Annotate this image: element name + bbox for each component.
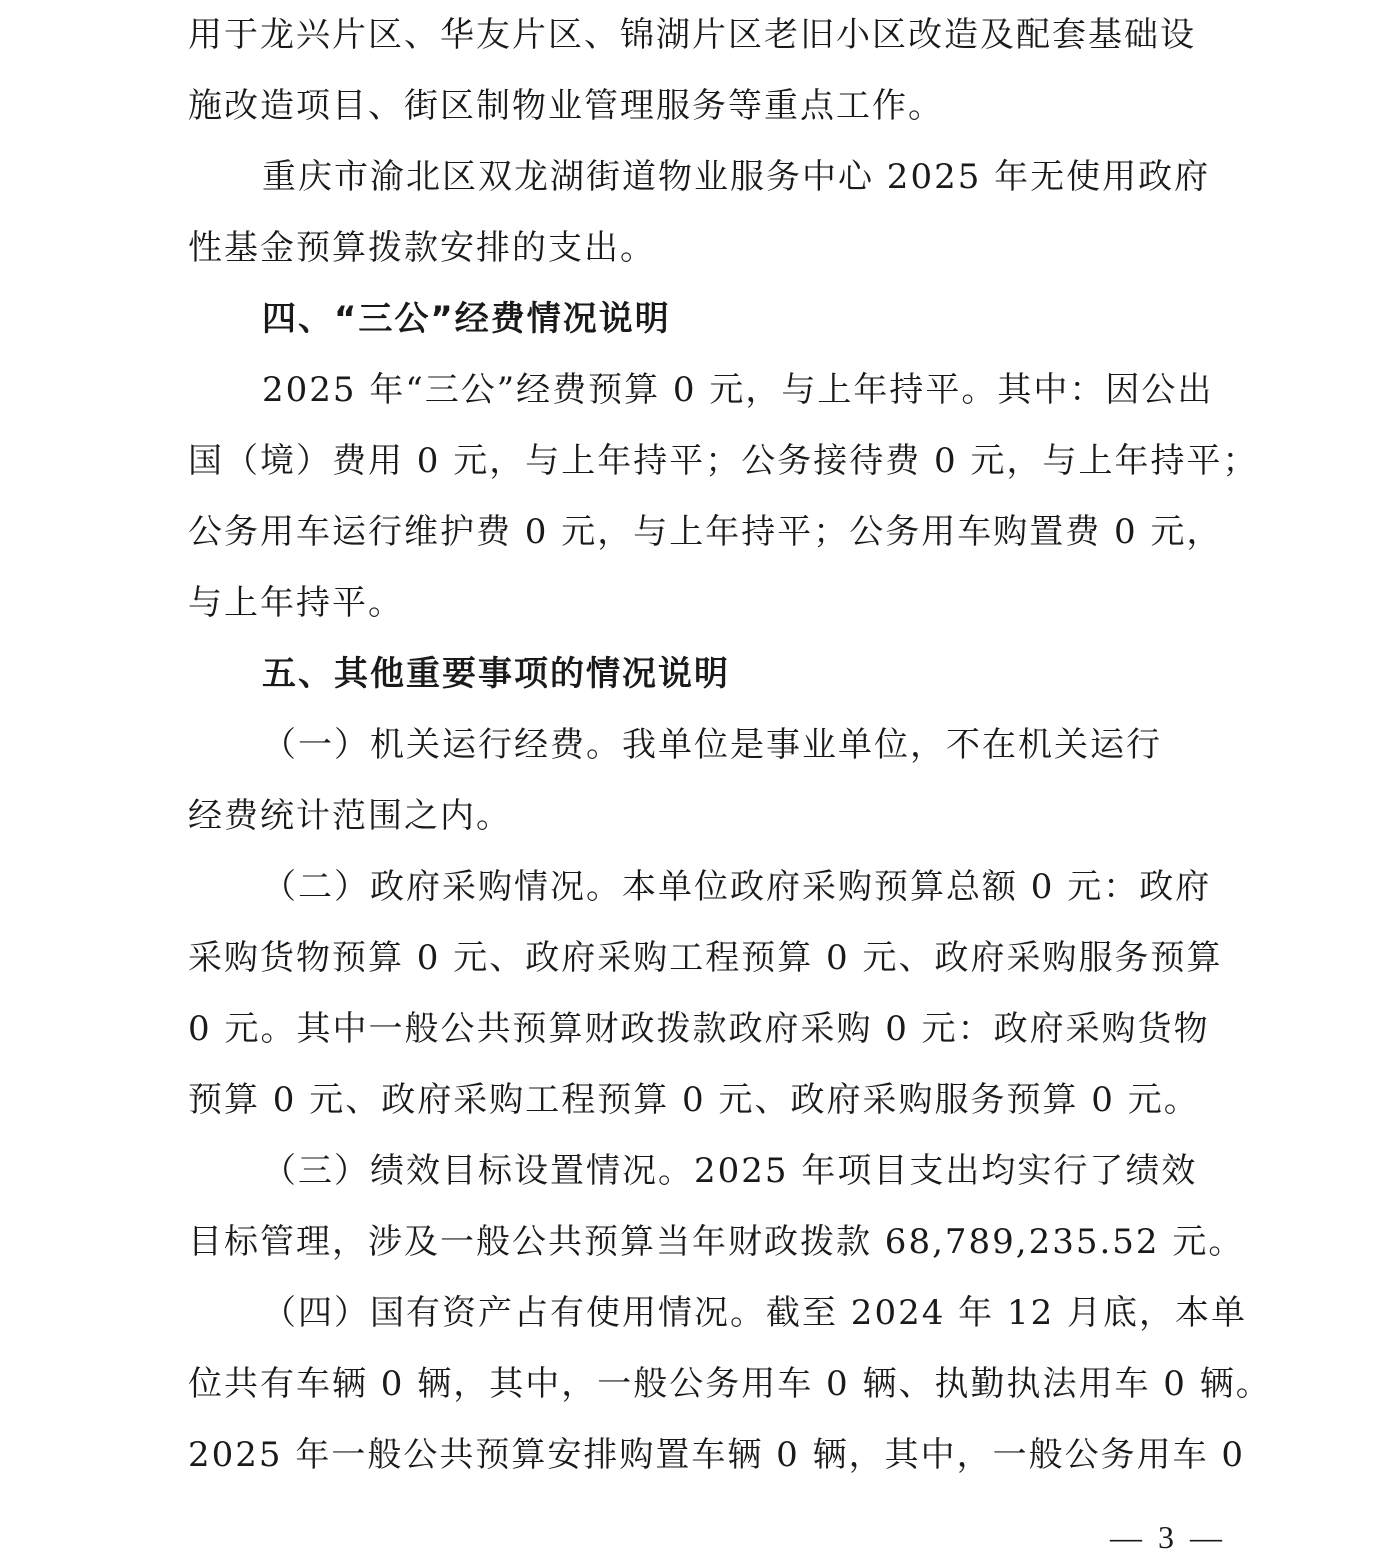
paragraph-line: 目标管理，涉及一般公共预算当年财政拨款 68,789,235.52 元。 bbox=[188, 1222, 1245, 1262]
paragraph-line bbox=[188, 710, 1228, 781]
paragraph-line: 0 元。其中一般公共预算财政拨款政府采购 0 元：政府采购货物 bbox=[188, 1009, 1210, 1049]
paragraph-line: 与上年持平。 bbox=[188, 583, 404, 623]
paragraph-line bbox=[188, 1278, 1248, 1349]
page-number: — 3 — bbox=[1110, 1519, 1226, 1555]
paragraph-text: 本单位政府采购预算总额 0 元：政府 bbox=[622, 867, 1212, 907]
paragraph-line: 国（境）费用 0 元，与上年持平；公务接待费 0 元，与上年持平； bbox=[188, 441, 1259, 481]
paragraph-line bbox=[188, 1136, 1228, 1207]
subsection-lead: （四）国有资产占有使用情况。 bbox=[262, 1293, 766, 1333]
paragraph-line bbox=[188, 852, 1228, 923]
subsection-lead: （一）机关运行经费。 bbox=[262, 725, 622, 765]
paragraph-line: 预算 0 元、政府采购工程预算 0 元、政府采购服务预算 0 元。 bbox=[188, 1080, 1200, 1120]
paragraph-text: 2025 年项目支出均实行了绩效 bbox=[694, 1151, 1198, 1191]
section-heading-four: 四、“三公”经费情况说明 bbox=[262, 299, 671, 339]
paragraph-line: 2025 年一般公共预算安排购置车辆 0 辆，其中，一般公务用车 0 bbox=[188, 1435, 1246, 1475]
section-heading-five: 五、其他重要事项的情况说明 bbox=[262, 654, 730, 694]
paragraph-line: 重庆市渝北区双龙湖街道物业服务中心 2025 年无使用政府 bbox=[262, 157, 1211, 197]
subsection-lead: （三）绩效目标设置情况。 bbox=[262, 1151, 694, 1191]
paragraph-line: 位共有车辆 0 辆，其中，一般公务用车 0 辆、执勤执法用车 0 辆。 bbox=[188, 1364, 1272, 1404]
paragraph-line: 性基金预算拨款安排的支出。 bbox=[188, 228, 656, 268]
body-text bbox=[188, 0, 1272, 1491]
paragraph-line: 2025 年“三公”经费预算 0 元，与上年持平。其中：因公出 bbox=[262, 370, 1214, 410]
paragraph-line: 采购货物预算 0 元、政府采购工程预算 0 元、政府采购服务预算 bbox=[188, 938, 1223, 978]
paragraph-line: 用于龙兴片区、华友片区、锦湖片区老旧小区改造及配套基础设 bbox=[188, 15, 1196, 55]
subsection-lead: （二）政府采购情况。 bbox=[262, 867, 622, 907]
paragraph-text: 截至 2024 年 12 月底，本单 bbox=[766, 1293, 1248, 1333]
paragraph-text: 我单位是事业单位，不在机关运行 bbox=[622, 725, 1162, 765]
paragraph-line: 施改造项目、街区制物业管理服务等重点工作。 bbox=[188, 86, 944, 126]
paragraph-line: 公务用车运行维护费 0 元，与上年持平；公务用车购置费 0 元， bbox=[188, 512, 1223, 552]
paragraph-line: 经费统计范围之内。 bbox=[188, 796, 512, 836]
